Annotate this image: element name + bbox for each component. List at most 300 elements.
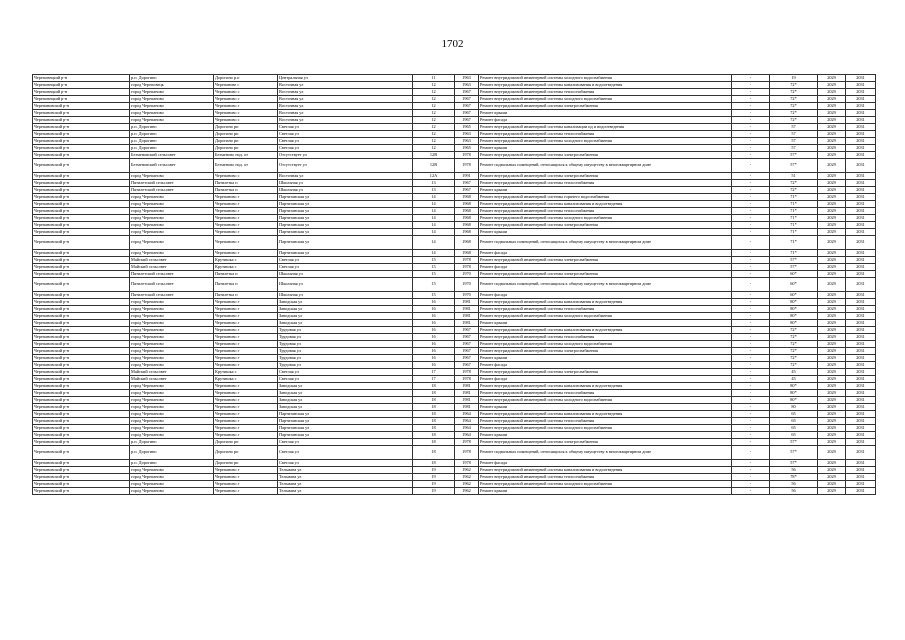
street-cell: Отсутствует ул — [278, 159, 413, 173]
start-year-cell: 2029 — [818, 383, 846, 390]
value-cell: 51 — [770, 173, 818, 180]
work-type-cell: Ремонт фасада — [479, 460, 732, 467]
value-cell: 80* — [770, 306, 818, 313]
settlement-cell: Черепаново г — [214, 327, 278, 334]
settlement-cell: Черепаново г — [214, 334, 278, 341]
blank-cell: - — [732, 271, 770, 278]
district-cell: Черепановский р-н — [33, 117, 130, 124]
build-year-cell: 1970 — [455, 292, 479, 299]
district-cell: Черепановский р-н — [33, 257, 130, 264]
district-cell: Черепановский р-н — [33, 215, 130, 222]
street-cell: Школьная ул — [278, 180, 413, 187]
house-number-cell: 18 — [413, 425, 455, 432]
municipality-cell: город Черепаново — [130, 194, 214, 201]
district-cell: Черепановский р-н — [33, 173, 130, 180]
municipality-cell: город Черепаново — [130, 348, 214, 355]
settlement-cell: Черепаново г — [214, 418, 278, 425]
table-row — [33, 369, 876, 376]
district-cell: Черепановский р-н — [33, 467, 130, 474]
settlement-cell: Черепаново г — [214, 299, 278, 306]
house-number-cell: 16 — [413, 327, 455, 334]
build-year-cell: 1978 — [455, 376, 479, 383]
blank-cell: - — [732, 341, 770, 348]
settlement-cell: Черепаново г — [214, 481, 278, 488]
end-year-cell: 2031 — [846, 334, 876, 341]
build-year-cell: 1967 — [455, 103, 479, 110]
work-type-cell: Ремонт внутридомовой инженерной системы канализации ид и водоотведения — [479, 124, 732, 131]
table-row — [33, 404, 876, 411]
municipality-cell: р.п. Дорогино — [130, 145, 214, 152]
end-year-cell: 2031 — [846, 271, 876, 278]
house-number-cell: 18 — [413, 397, 455, 404]
settlement-cell: Черепаново г — [214, 194, 278, 201]
value-cell: 57 — [770, 138, 818, 145]
house-number-cell: 19 — [413, 488, 455, 495]
value-cell: 80* — [770, 383, 818, 390]
blank-cell: - — [732, 383, 770, 390]
end-year-cell: 2031 — [846, 103, 876, 110]
street-cell: Заводская ул — [278, 306, 413, 313]
blank-cell: - — [732, 432, 770, 439]
build-year-cell: 1967 — [455, 187, 479, 194]
end-year-cell: 2031 — [846, 194, 876, 201]
value-cell: 65 — [770, 432, 818, 439]
municipality-cell: город Черепаново — [130, 250, 214, 257]
settlement-cell: Черепаново с — [214, 89, 278, 96]
district-cell: Черепановский р-н — [33, 236, 130, 250]
build-year-cell: 1967 — [455, 327, 479, 334]
start-year-cell: 2029 — [818, 355, 846, 362]
blank-cell: - — [732, 390, 770, 397]
municipality-cell: город Черепаново — [130, 334, 214, 341]
street-cell: Партизанская ул — [278, 425, 413, 432]
value-cell: 72* — [770, 355, 818, 362]
municipality-cell: р.п. Дорогино — [130, 138, 214, 145]
house-number-cell: 15 — [413, 292, 455, 299]
work-type-cell: Ремонт внутридомовой инженерной системы горячего водоснабжения — [479, 194, 732, 201]
build-year-cell: 1968 — [455, 229, 479, 236]
blank-cell: - — [732, 180, 770, 187]
start-year-cell: 2029 — [818, 159, 846, 173]
street-cell: Заводская ул — [278, 299, 413, 306]
work-type-cell: Ремонт крыши — [479, 404, 732, 411]
settlement-cell: Черепаново г — [214, 215, 278, 222]
end-year-cell: 2031 — [846, 89, 876, 96]
street-cell: Восточная ул — [278, 117, 413, 124]
district-cell: Черепановский р-н — [33, 390, 130, 397]
build-year-cell: 1967 — [455, 362, 479, 369]
blank-cell: - — [732, 327, 770, 334]
build-year-cell: 1981 — [455, 313, 479, 320]
street-cell: Тельмана ул — [278, 481, 413, 488]
work-type-cell: Ремонт внутридомовой инженерной системы канализования и водоотведения — [479, 82, 732, 89]
value-cell: 60* — [770, 271, 818, 278]
street-cell: Восточная ул — [278, 96, 413, 103]
house-number-cell: 18 — [413, 411, 455, 418]
house-number-cell: 15 — [413, 271, 455, 278]
end-year-cell: 2031 — [846, 460, 876, 467]
value-cell: 57 — [770, 124, 818, 131]
value-cell: 56 — [770, 467, 818, 474]
blank-cell: - — [732, 264, 770, 271]
build-year-cell: 1967 — [455, 117, 479, 124]
house-number-cell: 15 — [413, 257, 455, 264]
value-cell: 57 — [770, 131, 818, 138]
blank-cell: - — [732, 117, 770, 124]
district-cell: Черепановский р-н — [33, 383, 130, 390]
street-cell: Восточная ул — [278, 110, 413, 117]
start-year-cell: 2029 — [818, 264, 846, 271]
start-year-cell: 2029 — [818, 173, 846, 180]
district-cell: Черепановский р-н — [33, 271, 130, 278]
end-year-cell: 2031 — [846, 250, 876, 257]
end-year-cell: 2031 — [846, 229, 876, 236]
blank-cell: - — [732, 397, 770, 404]
end-year-cell: 2031 — [846, 418, 876, 425]
settlement-cell: Безменово нод. от — [214, 159, 278, 173]
end-year-cell: 2031 — [846, 257, 876, 264]
street-cell: Светлая ул — [278, 145, 413, 152]
work-type-cell: Ремонт внутридомовой инженерной системы канализования и водоотведения — [479, 411, 732, 418]
settlement-cell: Черепаново г — [214, 404, 278, 411]
district-cell: Черепановский р-н — [33, 488, 130, 495]
value-cell: 80* — [770, 397, 818, 404]
start-year-cell: 2029 — [818, 299, 846, 306]
work-type-cell: Ремонт крыши — [479, 355, 732, 362]
table-row — [33, 299, 876, 306]
street-cell: Заводская ул — [278, 390, 413, 397]
end-year-cell: 2031 — [846, 145, 876, 152]
end-year-cell: 2031 — [846, 390, 876, 397]
table-row — [33, 481, 876, 488]
value-cell: 80* — [770, 313, 818, 320]
work-type-cell: Ремонт крыши — [479, 432, 732, 439]
value-cell: 45 — [770, 369, 818, 376]
street-cell: Партизанская ул — [278, 411, 413, 418]
work-type-cell: Ремонт внутридомовой инженерной системы холодного водоснабжения — [479, 425, 732, 432]
build-year-cell: 1970 — [455, 278, 479, 292]
district-cell: Черепановский р-н — [33, 397, 130, 404]
value-cell: 60* — [770, 292, 818, 299]
build-year-cell: 1963 — [455, 75, 479, 82]
district-cell: Черепановский р-н — [33, 474, 130, 481]
street-cell: Партизанская ул — [278, 229, 413, 236]
district-cell: Черепановский р-н — [33, 138, 130, 145]
settlement-cell: Крутишка с — [214, 369, 278, 376]
blank-cell: - — [732, 96, 770, 103]
table-row — [33, 215, 876, 222]
street-cell: Восточная ул — [278, 173, 413, 180]
value-cell: 19 — [770, 75, 818, 82]
work-type-cell: Ремонт внутридомовой инженерной системы теплоснабжения — [479, 390, 732, 397]
build-year-cell: 1967 — [455, 89, 479, 96]
municipality-cell: город Черепаново — [130, 383, 214, 390]
build-year-cell: 1965 — [455, 124, 479, 131]
build-year-cell: 1978 — [455, 369, 479, 376]
district-cell: Черепановский р-н — [33, 425, 130, 432]
municipality-cell: город Черепаново — [130, 488, 214, 495]
blank-cell: - — [732, 404, 770, 411]
build-year-cell: 1978 — [455, 159, 479, 173]
end-year-cell: 2031 — [846, 138, 876, 145]
start-year-cell: 2029 — [818, 418, 846, 425]
start-year-cell: 2029 — [818, 222, 846, 229]
start-year-cell: 2029 — [818, 341, 846, 348]
build-year-cell: 1978 — [455, 439, 479, 446]
value-cell: 71* — [770, 229, 818, 236]
table-row — [33, 320, 876, 327]
start-year-cell: 2029 — [818, 446, 846, 460]
build-year-cell: 1981 — [455, 390, 479, 397]
municipality-cell: город Черепаново — [130, 320, 214, 327]
blank-cell: - — [732, 334, 770, 341]
house-number-cell: 19 — [413, 474, 455, 481]
municipality-cell: Пятилетский сельсовет — [130, 187, 214, 194]
table-row — [33, 124, 876, 131]
build-year-cell: 1968 — [455, 250, 479, 257]
start-year-cell: 2029 — [818, 481, 846, 488]
district-cell: Черепановский р-н — [33, 404, 130, 411]
build-year-cell: 1964 — [455, 411, 479, 418]
municipality-cell: город Черепаново — [130, 236, 214, 250]
start-year-cell: 2029 — [818, 89, 846, 96]
start-year-cell: 2029 — [818, 467, 846, 474]
table-row — [33, 362, 876, 369]
build-year-cell: 1963 — [455, 82, 479, 89]
street-cell: Светлая ул — [278, 131, 413, 138]
district-cell: Черепановский р-н — [33, 481, 130, 488]
house-number-cell: 18 — [413, 446, 455, 460]
start-year-cell: 2029 — [818, 397, 846, 404]
settlement-cell: Черепаново г — [214, 488, 278, 495]
municipality-cell: город Черепаново — [130, 327, 214, 334]
municipality-cell: город Черепаново — [130, 362, 214, 369]
build-year-cell: 1963 — [455, 131, 479, 138]
value-cell: 71* — [770, 222, 818, 229]
house-number-cell: 16 — [413, 299, 455, 306]
end-year-cell: 2031 — [846, 425, 876, 432]
start-year-cell: 2029 — [818, 488, 846, 495]
house-number-cell: 12А — [413, 173, 455, 180]
table-row — [33, 488, 876, 495]
settlement-cell: Черепаново г — [214, 390, 278, 397]
build-year-cell: 1963 — [455, 138, 479, 145]
settlement-cell: Черепаново с — [214, 96, 278, 103]
settlement-cell: Черепаново г — [214, 320, 278, 327]
street-cell: Трудовая ул — [278, 348, 413, 355]
work-type-cell: Ремонт внутридомовой инженерной системы холодного водоснабжения — [479, 75, 732, 82]
settlement-cell: Черепанове с — [214, 82, 278, 89]
settlement-cell: Пятилетка п — [214, 278, 278, 292]
blank-cell: - — [732, 446, 770, 460]
end-year-cell: 2031 — [846, 236, 876, 250]
district-cell: Черепановский р-н — [33, 446, 130, 460]
value-cell: 72* — [770, 96, 818, 103]
build-year-cell: 1968 — [455, 215, 479, 222]
value-cell: 57 — [770, 145, 818, 152]
value-cell: 71* — [770, 236, 818, 250]
municipality-cell: город Черепаново — [130, 411, 214, 418]
settlement-cell: Дорогино р.п — [214, 75, 278, 82]
end-year-cell: 2031 — [846, 467, 876, 474]
municipality-cell: город Черепаново — [130, 418, 214, 425]
street-cell: Заводская ул — [278, 404, 413, 411]
table-row — [33, 159, 876, 173]
district-cell: Черепановский р-н — [33, 222, 130, 229]
blank-cell: - — [732, 131, 770, 138]
district-cell: Черепановский р-н — [33, 250, 130, 257]
end-year-cell: 2031 — [846, 383, 876, 390]
municipality-cell: город Черепаново — [130, 299, 214, 306]
district-cell: Черепановский р-н — [33, 208, 130, 215]
settlement-cell: Дорогино рп — [214, 446, 278, 460]
blank-cell: - — [732, 306, 770, 313]
street-cell: Заводская ул — [278, 320, 413, 327]
municipality-cell: р.п. Дорогино — [130, 460, 214, 467]
municipality-cell: город Черепаново — [130, 432, 214, 439]
work-type-cell: Ремонт внутридомовой инженерной системы электроснабжения — [479, 439, 732, 446]
end-year-cell: 2031 — [846, 180, 876, 187]
build-year-cell: 1970 — [455, 271, 479, 278]
build-year-cell: 1981 — [455, 320, 479, 327]
settlement-cell: Черепаново г — [214, 341, 278, 348]
house-number-cell: 14 — [413, 194, 455, 201]
house-number-cell: 12 — [413, 89, 455, 96]
end-year-cell: 2031 — [846, 131, 876, 138]
table-row — [33, 439, 876, 446]
build-year-cell: 1968 — [455, 236, 479, 250]
table-row — [33, 397, 876, 404]
house-number-cell: 12 — [413, 96, 455, 103]
work-type-cell: Ремонт внутридомовой инженерной системы теплоснабжения — [479, 418, 732, 425]
work-type-cell: Ремонт внутридомовой инженерной системы электроснабжения — [479, 257, 732, 264]
value-cell: 72* — [770, 82, 818, 89]
district-cell: Черепановский р-н — [33, 152, 130, 159]
work-type-cell: Ремонт внутридомовой инженерной системы холодного водоснабжения — [479, 341, 732, 348]
settlement-cell: Черепаново г — [214, 411, 278, 418]
start-year-cell: 2029 — [818, 313, 846, 320]
table-row — [33, 250, 876, 257]
table-row — [33, 264, 876, 271]
end-year-cell: 2031 — [846, 96, 876, 103]
build-year-cell: 1962 — [455, 481, 479, 488]
work-type-cell: Ремонт внутридомовой инженерной системы электроснабжения — [479, 369, 732, 376]
municipality-cell: город Черепаново — [130, 404, 214, 411]
end-year-cell: 2031 — [846, 208, 876, 215]
end-year-cell: 2031 — [846, 369, 876, 376]
street-cell: Заводская ул — [278, 313, 413, 320]
value-cell: 71* — [770, 215, 818, 222]
settlement-cell: Крутишка с — [214, 264, 278, 271]
district-cell: Череповецкий р-н — [33, 89, 130, 96]
table-row — [33, 208, 876, 215]
build-year-cell: 1967 — [455, 180, 479, 187]
street-cell: Школьная ул — [278, 271, 413, 278]
municipality-cell: город Черепаново — [130, 313, 214, 320]
work-type-cell: Ремонт внутридомовой инженерной системы канализования и водоотведения — [479, 467, 732, 474]
municipality-cell: город Черепаново — [130, 173, 214, 180]
blank-cell: - — [732, 439, 770, 446]
municipality-cell: Пятилетский сельсовет — [130, 292, 214, 299]
work-type-cell: Ремонт крыши — [479, 145, 732, 152]
blank-cell: - — [732, 145, 770, 152]
house-number-cell: 14 — [413, 250, 455, 257]
end-year-cell: 2031 — [846, 481, 876, 488]
start-year-cell: 2029 — [818, 215, 846, 222]
work-type-cell: Ремонт внутридомовой инженерной системы электроснабжения — [479, 271, 732, 278]
build-year-cell: 1981 — [455, 383, 479, 390]
municipality-cell: город Черепаново — [130, 229, 214, 236]
start-year-cell: 2029 — [818, 362, 846, 369]
blank-cell: - — [732, 320, 770, 327]
district-cell: Черепановский р-н — [33, 110, 130, 117]
district-cell: Черепановский р-н — [33, 460, 130, 467]
table-row — [33, 89, 876, 96]
district-cell: Черепановский р-н — [33, 131, 130, 138]
settlement-cell: Черепаново г — [214, 306, 278, 313]
district-cell: Череповецкий р-н — [33, 75, 130, 82]
build-year-cell: 1978 — [455, 264, 479, 271]
settlement-cell: Черепаново г — [214, 383, 278, 390]
blank-cell: - — [732, 222, 770, 229]
settlement-cell: Черепаново г — [214, 397, 278, 404]
value-cell: 57* — [770, 159, 818, 173]
municipality-cell: город Черепаново — [130, 474, 214, 481]
build-year-cell: 1967 — [455, 341, 479, 348]
value-cell: 57* — [770, 257, 818, 264]
table-row — [33, 194, 876, 201]
value-cell: 71* — [770, 201, 818, 208]
blank-cell: - — [732, 236, 770, 250]
table-row — [33, 390, 876, 397]
work-type-cell: Ремонт внутридомовой инженерной системы холодного водоснабжения — [479, 138, 732, 145]
street-cell: Тельмана ул — [278, 488, 413, 495]
work-type-cell: Ремонт фасада — [479, 117, 732, 124]
start-year-cell: 2029 — [818, 327, 846, 334]
start-year-cell: 2029 — [818, 75, 846, 82]
work-type-cell: Ремонт внутридомовой инженерной системы электроснабжения — [479, 348, 732, 355]
district-cell: Черепановский р-н — [33, 229, 130, 236]
table-row — [33, 75, 876, 82]
district-cell: Черепановский р-н — [33, 432, 130, 439]
table-row — [33, 376, 876, 383]
district-cell: Черепановский р-н — [33, 264, 130, 271]
house-number-cell: 18 — [413, 439, 455, 446]
work-type-cell: Ремонт внутридомовой инженерной системы канализования и водоотведения — [479, 201, 732, 208]
value-cell: 72* — [770, 341, 818, 348]
work-type-cell: Ремонт внутридомовой инженерной системы холодного водоснабжения — [479, 313, 732, 320]
settlement-cell: Черепаново г — [214, 362, 278, 369]
work-type-cell: Ремонт фасада — [479, 376, 732, 383]
district-cell: Черепановский р-н — [33, 124, 130, 131]
municipality-cell: Пятилетский сельсовет — [130, 180, 214, 187]
work-type-cell: Ремонт крыши — [479, 488, 732, 495]
house-number-cell: 12 — [413, 138, 455, 145]
build-year-cell: 1967 — [455, 110, 479, 117]
blank-cell: - — [732, 418, 770, 425]
house-number-cell: 16 — [413, 341, 455, 348]
house-number-cell: 18 — [413, 418, 455, 425]
table-row — [33, 257, 876, 264]
municipality-cell: город Черепаново — [130, 215, 214, 222]
house-number-cell: 17 — [413, 376, 455, 383]
work-type-cell: Ремонт фасада — [479, 292, 732, 299]
street-cell: Восточная ул — [278, 89, 413, 96]
municipality-cell: город Черепаново — [130, 117, 214, 124]
street-cell: Отсутствует ул — [278, 152, 413, 159]
work-type-cell: Ремонт подвальных помещений, относящихся к общему имуществу в многоквартирном доме — [479, 236, 732, 250]
blank-cell: - — [732, 75, 770, 82]
